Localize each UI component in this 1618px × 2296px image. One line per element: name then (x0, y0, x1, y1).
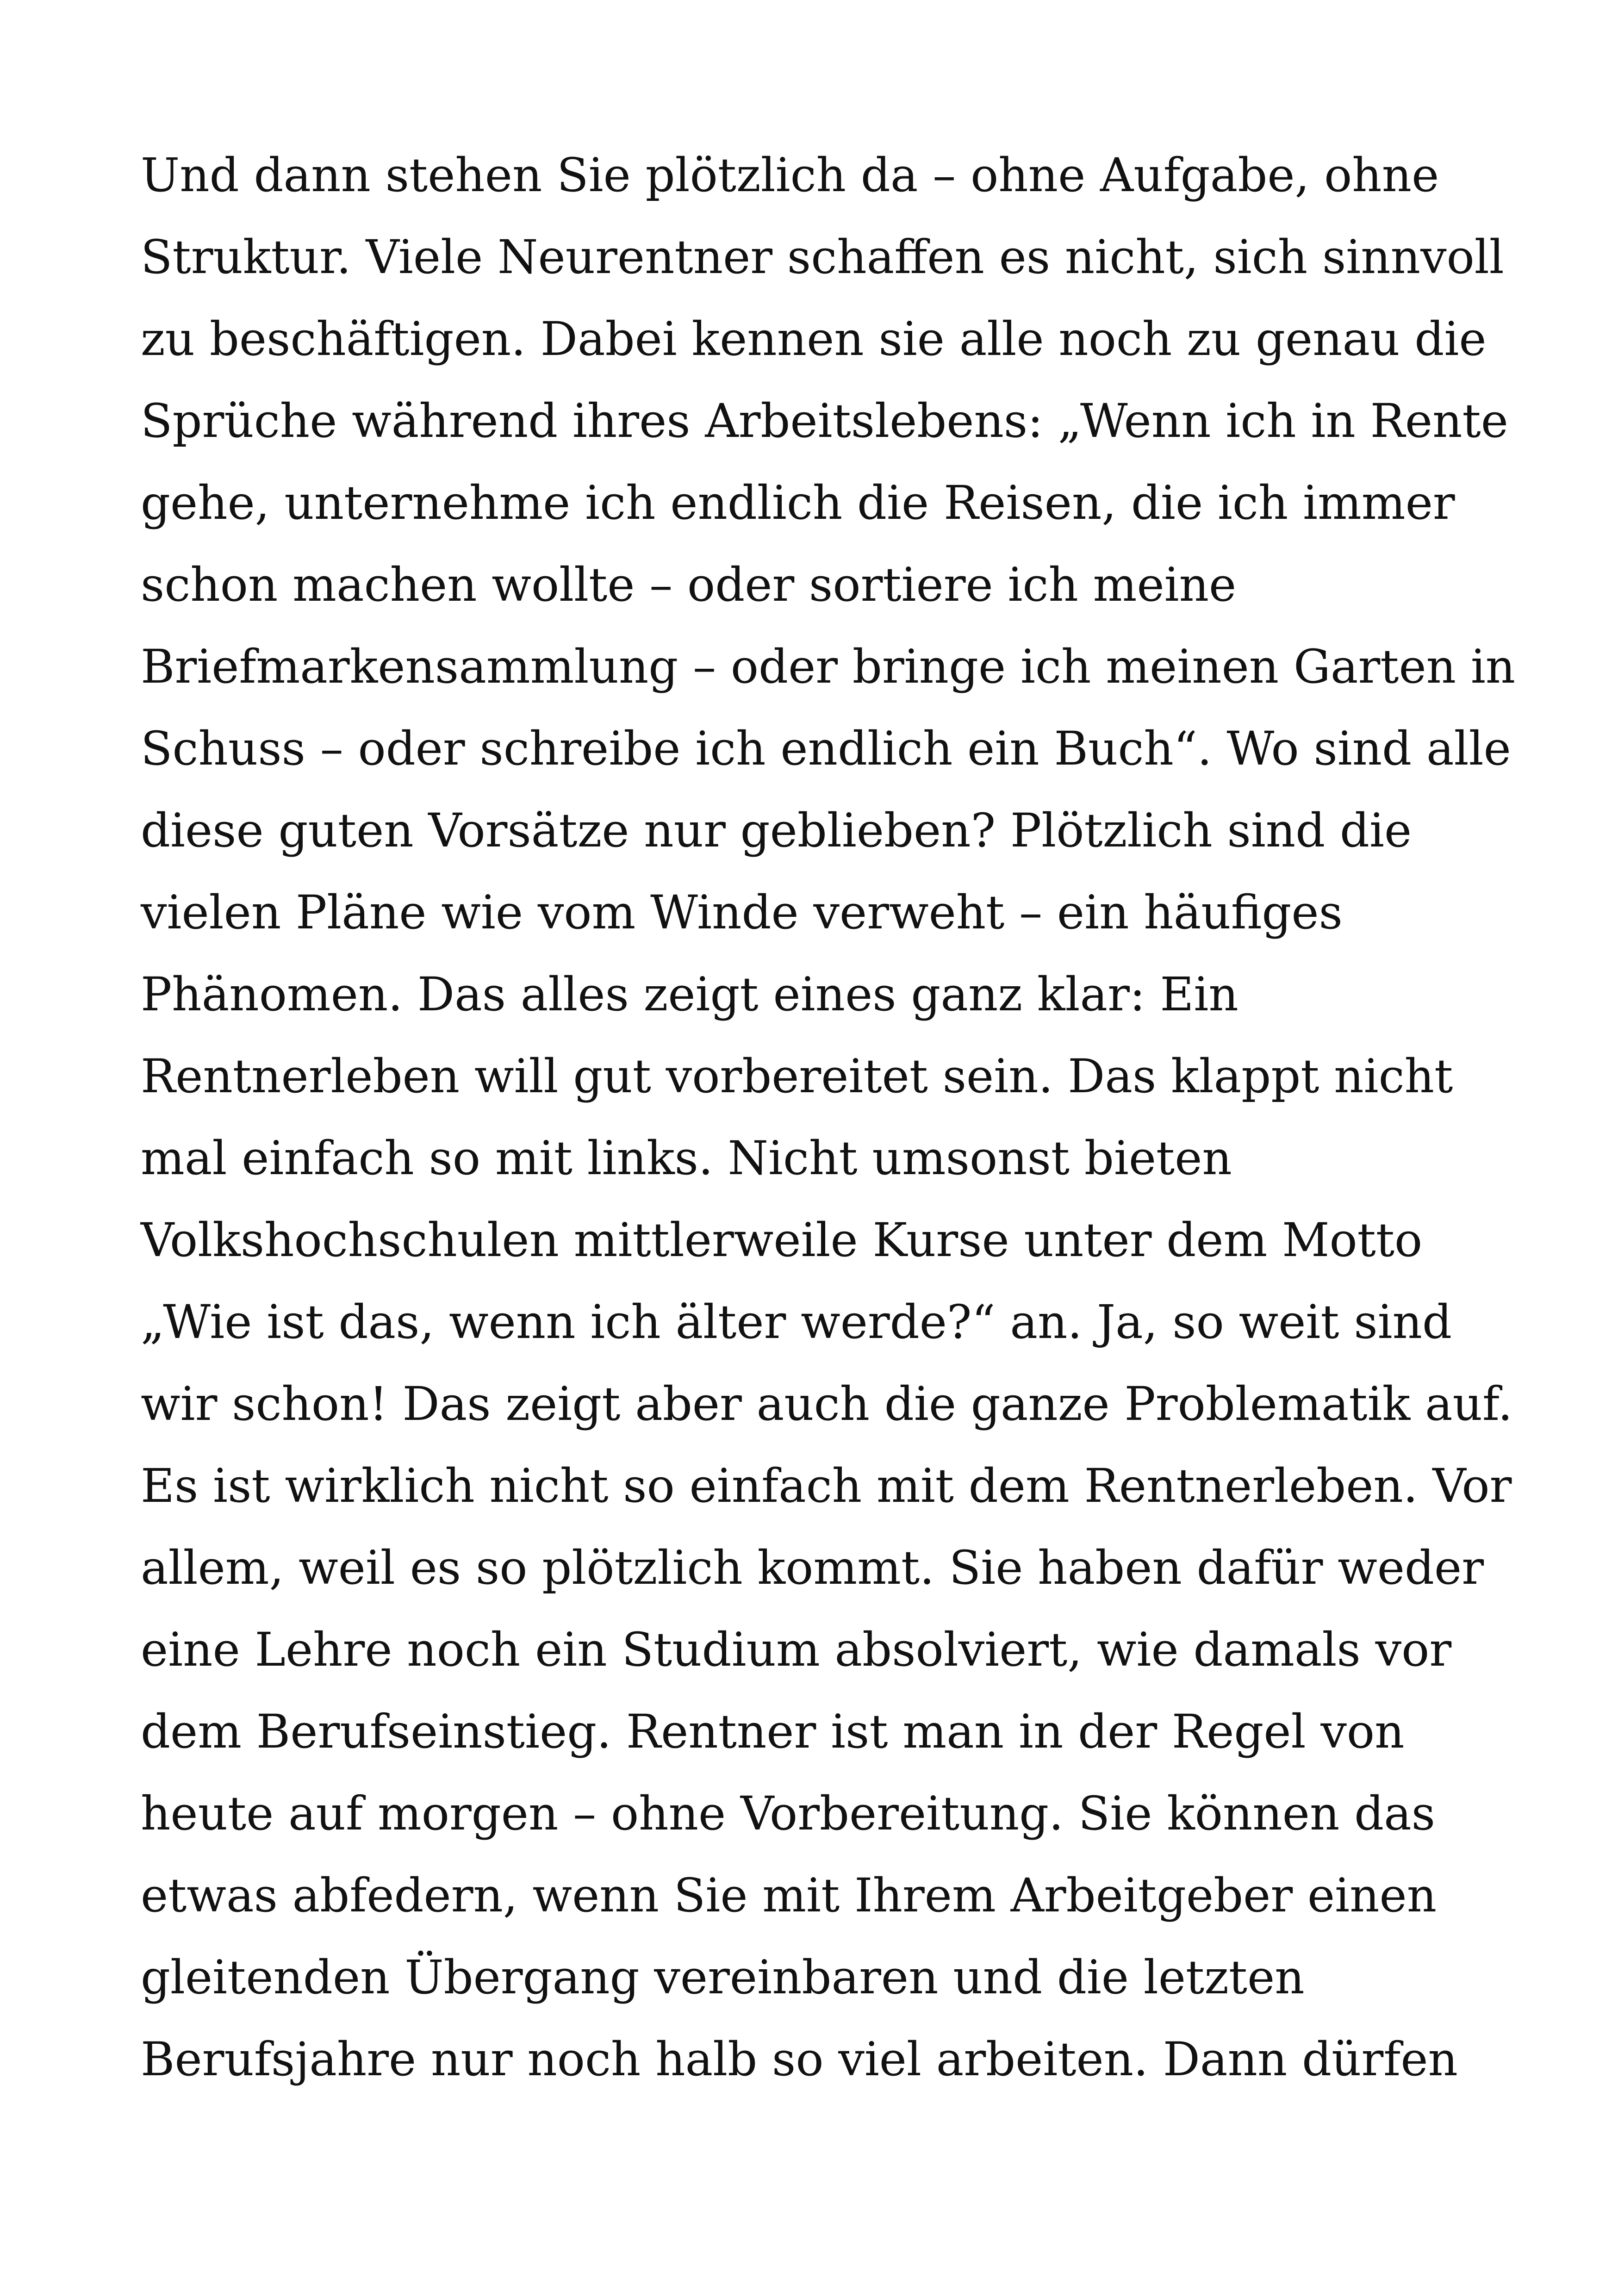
text-line-13: mal einfach so mit links. Nicht umsonst bieten (141, 1131, 1232, 1185)
text-line-5: gehe, unternehme ich endlich die Reisen, die ich immer (141, 476, 1455, 530)
text-line-21: heute auf morgen – ohne Vorbereitung. Sie können das (141, 1786, 1436, 1841)
text-line-2: Struktur. Viele Neurentner schaffen es nicht, sich sinnvoll (141, 230, 1504, 284)
text-line-12: Rentnerleben will gut vorbereitet sein. Das klappt nicht (141, 1049, 1453, 1103)
text-line-14: Volkshochschulen mittlerweile Kurse unter dem Motto (141, 1213, 1423, 1267)
text-line-20: dem Berufseinstieg. Rentner ist man in der Regel von (141, 1705, 1405, 1759)
text-line-18: allem, weil es so plötzlich kommt. Sie haben dafür weder (141, 1541, 1484, 1595)
text-line-23: gleitenden Übergang vereinbaren und die letzten (141, 1950, 1305, 2004)
text-line-9: diese guten Vorsätze nur geblieben? Plötzlich sind die (141, 803, 1412, 858)
text-line-17: Es ist wirklich nicht so einfach mit dem Rentnerleben. Vor (141, 1459, 1512, 1513)
text-line-4: Sprüche während ihres Arbeitslebens: „Wenn ich in Rente (141, 394, 1508, 448)
text-line-19: eine Lehre noch ein Studium absolviert, wie damals vor (141, 1623, 1452, 1677)
text-line-7: Briefmarkensammlung – oder bringe ich meinen Garten in (141, 640, 1516, 694)
text-line-24: Berufsjahre nur noch halb so viel arbeiten. Dann dürfen (141, 2032, 1458, 2086)
text-line-22: etwas abfedern, wenn Sie mit Ihrem Arbeitgeber einen (141, 1868, 1437, 1923)
text-line-10: vielen Pläne wie vom Winde verweht – ein häufiges (141, 885, 1343, 940)
text-line-16: wir schon! Das zeigt aber auch die ganze Problematik auf. (141, 1377, 1513, 1431)
text-line-3: zu beschäftigen. Dabei kennen sie alle noch zu genau die (141, 312, 1487, 366)
text-line-15: „Wie ist das, wenn ich älter werde?“ an. Ja, so weit sind (141, 1295, 1452, 1349)
text-line-8: Schuss – oder schreibe ich endlich ein Buch“. Wo sind alle (141, 722, 1511, 776)
text-line-1: Und dann stehen Sie plötzlich da – ohne Aufgabe, ohne (141, 148, 1439, 202)
text-line-11: Phänomen. Das alles zeigt eines ganz klar: Ein (141, 967, 1238, 1021)
body-paragraph (141, 134, 1529, 2100)
text-line-6: schon machen wollte – oder sortiere ich meine (141, 558, 1237, 612)
